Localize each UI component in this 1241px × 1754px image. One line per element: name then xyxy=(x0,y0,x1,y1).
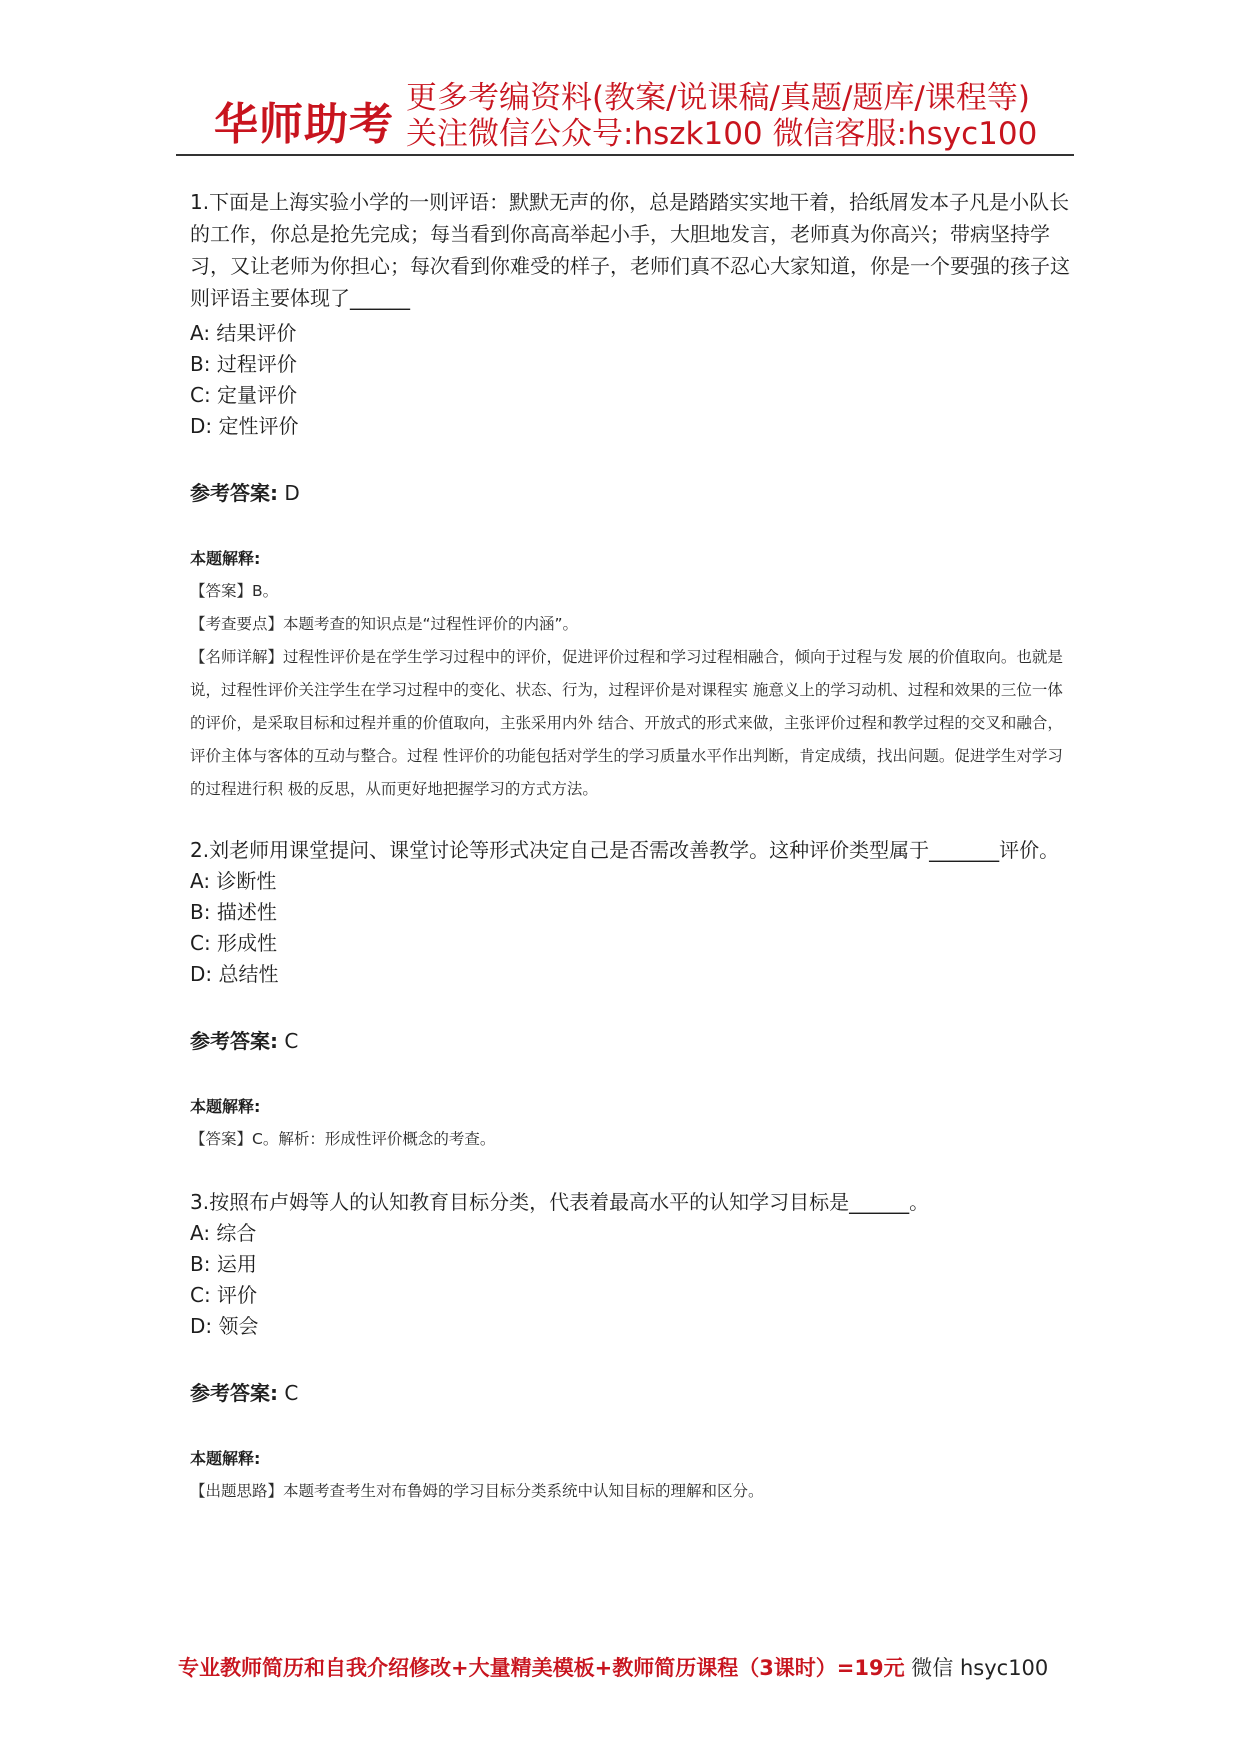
question-1 xyxy=(190,186,1070,806)
promo-line-2: 关注微信公众号:hszk100 微信客服:hsyc100 xyxy=(406,116,1038,152)
question-2 xyxy=(190,834,1070,1156)
answer-value: C xyxy=(278,1381,299,1405)
answer-label: 参考答案: xyxy=(190,481,278,505)
answer-value: C xyxy=(278,1029,299,1053)
explanation-title: 本题解释: xyxy=(190,1449,261,1468)
option-b: B: 运用 xyxy=(190,1252,257,1276)
footer-ad-text: 专业教师简历和自我介绍修改+大量精美模板+教师简历课程（3课时）=19元 xyxy=(178,1656,905,1680)
option-d: D: 定性评价 xyxy=(190,414,299,438)
explanation-line: 【名师详解】过程性评价是在学生学习过程中的评价，促进评价过程和学习过程相融合，倾向于过程与发 展的价值取向。也就是说，过程性评价关注学生在学习过程中的变化、状态、行为，过程评价是对课程实 施意义上的学习动机、过程和效果的三位一体的评价，是采取目标和过程并重的价值取向，主张采用内外 结合、开放式的形式来做，主张评价过程和教学过程的交叉和融合，评价主体与客体的互动与整合。过程 性评价的功能包括对学生的学习质量水平作出判断，肯定成绩，找出问题。促进学生对学习的过程进行积 极的反思，从而更好地把握学习的方式方法。 xyxy=(190,648,1063,798)
promo-line-1: 更多考编资料(教案/说课稿/真题/题库/课程等) xyxy=(406,80,1030,116)
question-3 xyxy=(190,1186,1070,1508)
question-stem: 1.下面是上海实验小学的一则评语：默默无声的你，总是踏踏实实地干着，拾纸屑发本子凡是小队长的工作，你总是抢先完成；每当看到你高高举起小手，大胆地发言，老师真为你高兴；带病坚持学习，又让老师为你担心；每次看到你难受的样子，老师们真不忍心大家知道，你是一个要强的孩子这则评语主要体现了______ xyxy=(190,190,1070,310)
reference-answer xyxy=(190,1025,1070,1054)
option-a: A: 综合 xyxy=(190,1221,257,1245)
question-stem: 2.刘老师用课堂提问、课堂讨论等形式决定自己是否需改善教学。这种评价类型属于_______评价。 xyxy=(190,838,1060,862)
brand-logo: 华师助考 xyxy=(214,99,394,150)
option-d: D: 领会 xyxy=(190,1314,259,1338)
explanation-line: 【考查要点】本题考查的知识点是“过程性评价的内涵”。 xyxy=(190,615,579,633)
option-c: C: 形成性 xyxy=(190,931,278,955)
reference-answer xyxy=(190,477,1070,506)
explanation-title: 本题解释: xyxy=(190,549,261,568)
explanation-line: 【答案】C。解析：形成性评价概念的考查。 xyxy=(190,1130,496,1148)
option-d: D: 总结性 xyxy=(190,962,279,986)
footer-ad xyxy=(178,1652,1068,1682)
answer-label: 参考答案: xyxy=(190,1029,278,1053)
promo-banner xyxy=(406,80,1046,152)
option-c: C: 定量评价 xyxy=(190,383,298,407)
header-divider xyxy=(176,154,1074,156)
option-b: B: 描述性 xyxy=(190,900,277,924)
page-header xyxy=(0,0,1241,158)
explanation-line: 【出题思路】本题考查考生对布鲁姆的学习目标分类系统中认知目标的理解和区分。 xyxy=(190,1482,764,1500)
option-a: A: 诊断性 xyxy=(190,869,277,893)
reference-answer xyxy=(190,1377,1070,1406)
explanation-title: 本题解释: xyxy=(190,1097,261,1116)
explanation-line: 【答案】B。 xyxy=(190,582,279,600)
option-c: C: 评价 xyxy=(190,1283,258,1307)
answer-value: D xyxy=(278,481,300,505)
footer-contact: 微信 hsyc100 xyxy=(904,1656,1049,1680)
question-list xyxy=(190,186,1070,1508)
question-stem: 3.按照布卢姆等人的认知教育目标分类，代表着最高水平的认知学习目标是______。 xyxy=(190,1190,930,1214)
answer-label: 参考答案: xyxy=(190,1381,278,1405)
option-a: A: 结果评价 xyxy=(190,321,297,345)
option-b: B: 过程评价 xyxy=(190,352,297,376)
